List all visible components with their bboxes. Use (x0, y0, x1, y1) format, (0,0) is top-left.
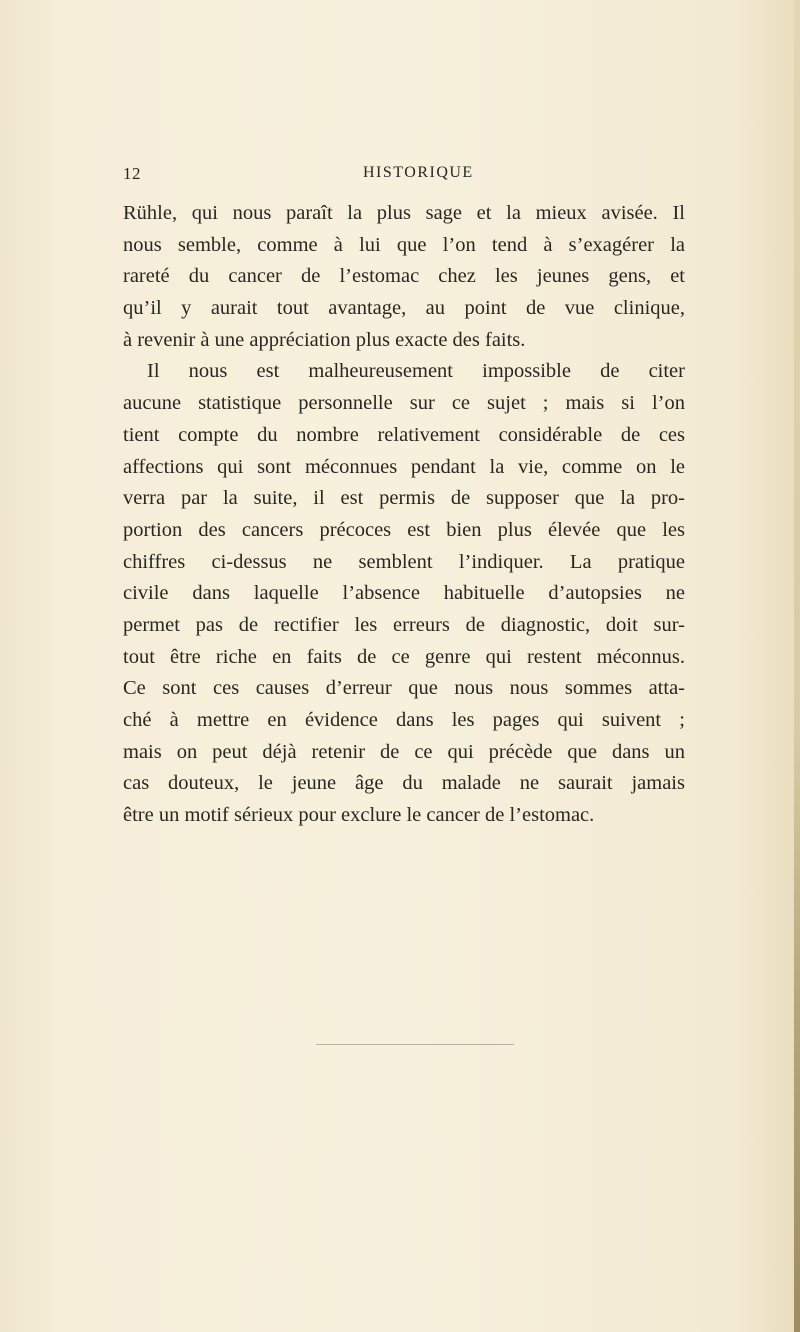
text-line: aucune statistique personnelle sur ce sujet ; mais si l’on (123, 392, 685, 415)
page-number: 12 (123, 164, 141, 183)
text-line: être un motif sérieux pour exclure le cancer de l’estomac. (123, 804, 595, 827)
page-edge-shadow (794, 0, 800, 1332)
text-line: mais on peut déjà retenir de ce qui précède que dans un (123, 740, 685, 763)
text-line: civile dans laquelle l’absence habituelle d’autopsies ne (123, 582, 685, 605)
text-line: Ce sont ces causes d’erreur que nous nous sommes atta- (123, 677, 685, 700)
text-line: qu’il y aurait tout avantage, au point de vue clinique, (123, 297, 685, 320)
running-title: HISTORIQUE (363, 164, 474, 181)
text-line: rareté du cancer de l’estomac chez les jeunes gens, et (123, 265, 685, 288)
text-line: Rühle, qui nous paraît la plus sage et la mieux avisée. Il (123, 202, 685, 224)
section-divider (316, 1044, 514, 1045)
text-line: tout être riche en faits de ce genre qui restent méconnus. (123, 645, 685, 668)
text-line: verra par la suite, il est permis de supposer que la pro- (123, 487, 685, 510)
body-text (123, 198, 685, 832)
text-line: ché à mettre en évidence dans les pages qui suivent ; (123, 709, 685, 731)
text-line: nous semble, comme à lui que l’on tend à s’exagérer la (123, 233, 685, 256)
page-header (123, 164, 683, 188)
text-line: permet pas de rectifier les erreurs de diagnostic, doit sur- (123, 613, 685, 636)
text-line: cas douteux, le jeune âge du malade ne saurait jamais (123, 772, 685, 795)
text-line: chiffres ci-dessus ne semblent l’indiquer. La pratique (123, 550, 685, 573)
text-line: Il nous est malheureusement impossible de citer (147, 360, 685, 383)
text-line: tient compte du nombre relativement considérable de ces (123, 423, 685, 446)
text-line: portion des cancers précoces est bien plus élevée que les (123, 518, 685, 541)
text-line: à revenir à une appréciation plus exacte des faits. (123, 328, 526, 351)
text-line: affections qui sont méconnues pendant la vie, comme on le (123, 455, 685, 478)
